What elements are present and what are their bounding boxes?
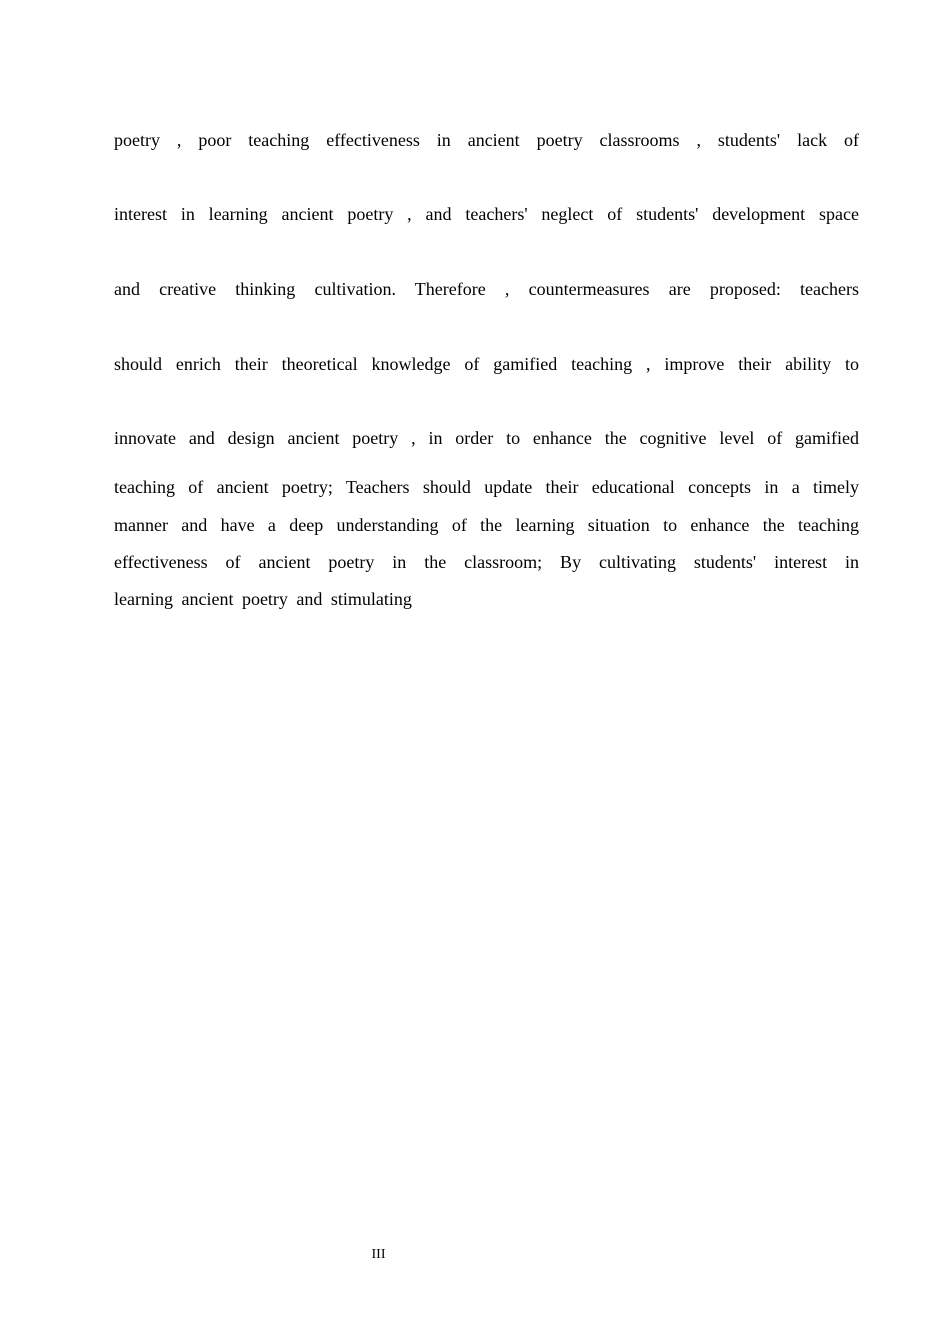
body-text-line: effectiveness of ancient poetry in the classroom; By cultivating students' interest in [114,552,859,572]
page-number: III [371,1247,386,1262]
body-text-line: interest in learning ancient poetry , and teachers' neglect of students' development space [114,204,859,224]
body-text-line: learning ancient poetry and stimulating [114,589,412,609]
body-text-line: manner and have a deep understanding of the learning situation to enhance the teaching [114,515,859,535]
body-text-line: teaching of ancient poetry; Teachers should update their educational concepts in a timely [114,477,859,497]
body-text-line: should enrich their theoretical knowledge of gamified teaching , improve their ability to [114,354,859,374]
body-text-line: innovate and design ancient poetry , in order to enhance the cognitive level of gamified [114,428,859,448]
body-text-line: and creative thinking cultivation. Therefore , countermeasures are proposed: teachers [114,279,859,299]
body-text-line: poetry , poor teaching effectiveness in ancient poetry classrooms , students' lack of [114,130,859,150]
